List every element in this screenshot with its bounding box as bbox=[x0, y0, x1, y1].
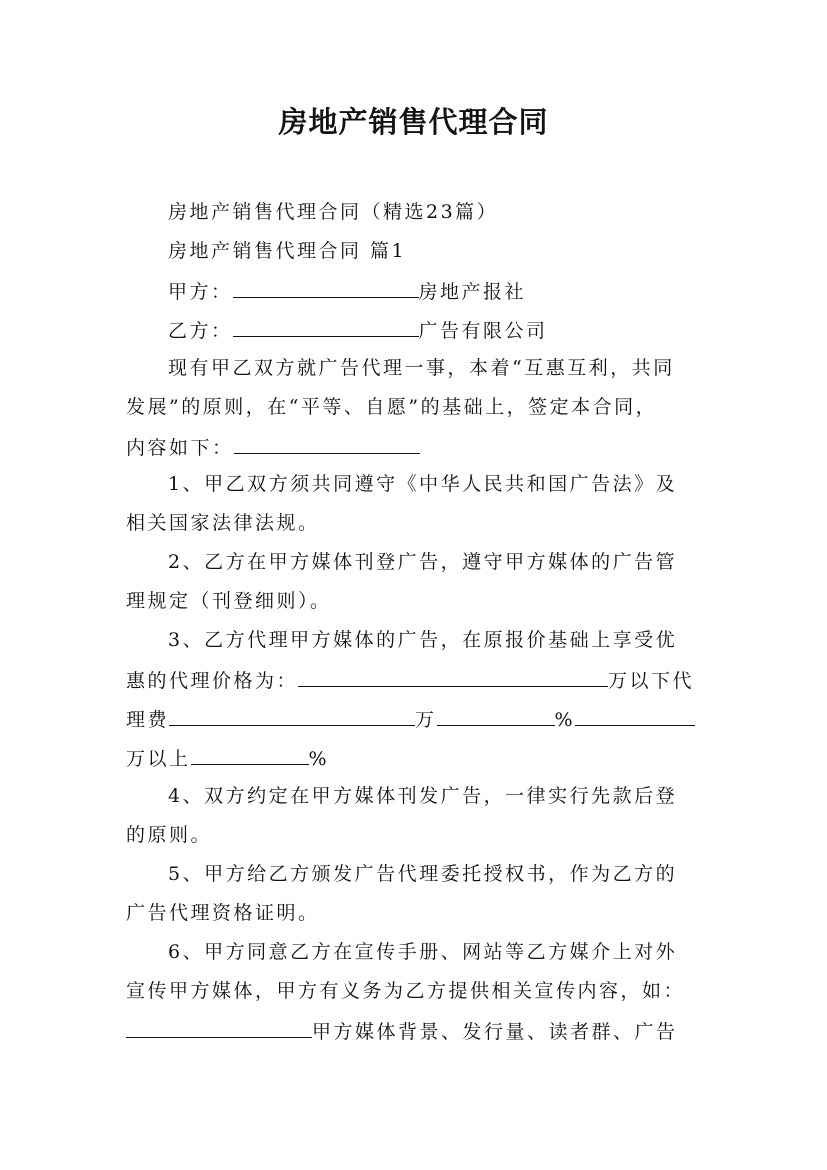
paragraph-line bbox=[168, 355, 708, 381]
clause-1-cont bbox=[126, 510, 706, 536]
paragraph-text: 现有甲乙双方就广告代理一事，本着“互惠互利，共同 bbox=[168, 357, 675, 379]
clause-text: 广告代理资格证明。 bbox=[126, 902, 320, 924]
clause-text: % bbox=[554, 709, 576, 731]
amount-blank bbox=[575, 705, 695, 726]
clause-3 bbox=[168, 627, 708, 653]
clause-text: 理规定（刊登细则）。 bbox=[126, 590, 332, 612]
clause-3-fee bbox=[126, 705, 706, 733]
clause-text: 宣传甲方媒体，甲方有义务为乙方提供相关宣传内容，如： bbox=[126, 980, 686, 1002]
clause-text: 5、甲方给乙方颁发广告代理委托授权书，作为乙方的 bbox=[168, 863, 678, 885]
fee-blank bbox=[169, 705, 415, 726]
subtitle-text: 房地产销售代理合同（精选23篇） bbox=[168, 201, 499, 223]
clause-text: 1、甲乙双方须共同遵守《中华人民共和国广告法》及 bbox=[168, 473, 678, 495]
party-b-line bbox=[168, 316, 708, 344]
party-a-blank bbox=[233, 277, 419, 298]
paragraph-text: 内容如下： bbox=[126, 437, 234, 459]
party-a-name: 房地产报社 bbox=[418, 281, 527, 303]
content-blank bbox=[234, 433, 420, 454]
section-heading bbox=[168, 238, 708, 264]
clause-text: 理费 bbox=[126, 709, 170, 731]
clause-text: 万以下代 bbox=[608, 670, 695, 692]
clause-6-end bbox=[126, 1017, 706, 1045]
clause-text: 2、乙方在甲方媒体刊登广告，遵守甲方媒体的广告管 bbox=[168, 551, 678, 573]
clause-text: 的原则。 bbox=[126, 824, 213, 846]
clause-6-cont bbox=[126, 978, 706, 1004]
party-b-label: 乙方： bbox=[168, 320, 233, 342]
media-blank bbox=[126, 1017, 312, 1038]
party-a-line bbox=[168, 277, 708, 305]
clause-text: 甲方媒体背景、发行量、读者群、广告 bbox=[312, 1021, 678, 1043]
clause-4 bbox=[168, 783, 708, 809]
rate-blank bbox=[437, 705, 555, 726]
clause-6 bbox=[168, 939, 708, 965]
party-a-label: 甲方： bbox=[168, 281, 233, 303]
clause-text: 3、乙方代理甲方媒体的广告，在原报价基础上享受优 bbox=[168, 629, 678, 651]
clause-text: 6、甲方同意乙方在宣传手册、网站等乙方媒介上对外 bbox=[168, 941, 678, 963]
clause-1 bbox=[168, 471, 708, 497]
clause-2 bbox=[168, 549, 708, 575]
clause-2-cont bbox=[126, 588, 706, 614]
paragraph-line bbox=[126, 433, 706, 461]
paragraph-line bbox=[126, 394, 706, 420]
clause-3-above bbox=[126, 744, 706, 772]
section-heading-text: 房地产销售代理合同 篇1 bbox=[168, 240, 407, 262]
clause-4-cont bbox=[126, 822, 706, 848]
clause-3-cont bbox=[126, 666, 706, 694]
clause-text: 相关国家法律法规。 bbox=[126, 512, 320, 534]
clause-text: 万以上 bbox=[126, 748, 191, 770]
clause-5-cont bbox=[126, 900, 706, 926]
party-b-blank bbox=[233, 316, 419, 337]
subtitle-line bbox=[168, 199, 708, 225]
clause-text: % bbox=[308, 748, 330, 770]
clause-text: 惠的代理价格为： bbox=[126, 670, 299, 692]
party-b-name: 广告有限公司 bbox=[418, 320, 548, 342]
clause-text: 4、双方约定在甲方媒体刊发广告，一律实行先款后登 bbox=[168, 785, 678, 807]
paragraph-text: 发展”的原则，在“平等、自愿”的基础上，签定本合同， bbox=[126, 396, 658, 418]
above-rate-blank bbox=[191, 744, 309, 765]
clause-text: 万 bbox=[415, 709, 437, 731]
price-blank bbox=[298, 666, 608, 687]
clause-5 bbox=[168, 861, 708, 887]
document-title: 房地产销售代理合同 bbox=[278, 105, 549, 139]
